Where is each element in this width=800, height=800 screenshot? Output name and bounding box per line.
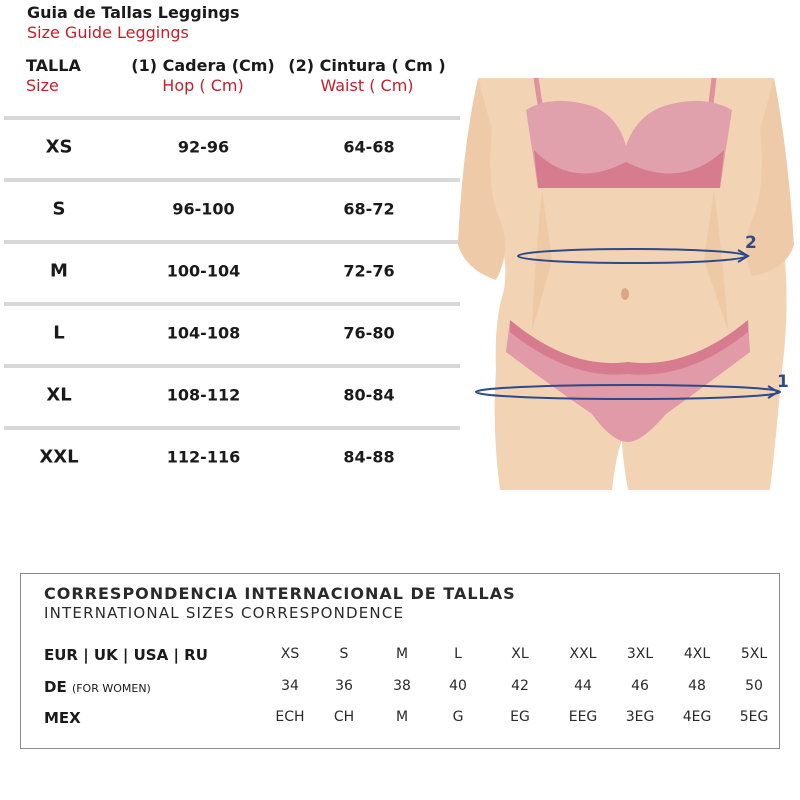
- intl-cell: 40: [449, 678, 467, 694]
- table-row: [4, 116, 460, 178]
- hip-column-header: [128, 56, 278, 96]
- waist-cell: 68-72: [343, 199, 395, 219]
- hip-header-es: (1) Cadera (Cm): [131, 56, 275, 75]
- intl-cell: 3EG: [625, 709, 655, 725]
- intl-label: [44, 646, 208, 664]
- waist-cell: 80-84: [343, 385, 395, 405]
- intl-row-mex: [21, 709, 779, 729]
- intl-cell: 4XL: [683, 646, 711, 662]
- intl-cell: 42: [511, 678, 529, 694]
- size-column-header: [26, 56, 81, 96]
- intl-cell: M: [395, 646, 409, 662]
- hip-cell: 108-112: [166, 385, 241, 405]
- intl-cell: EEG: [568, 709, 598, 725]
- waist-cell: 72-76: [343, 261, 395, 281]
- intl-cell: XXL: [569, 646, 597, 662]
- intl-row-de: [21, 678, 779, 698]
- size-cell: S: [52, 198, 66, 220]
- intl-label-text: DE: [44, 678, 67, 696]
- intl-cell: 38: [393, 678, 411, 694]
- size-cell: XXL: [39, 446, 79, 468]
- size-cell: L: [53, 322, 65, 344]
- table-row: [4, 178, 460, 240]
- intl-cell: M: [395, 709, 409, 725]
- intl-label: [44, 678, 151, 696]
- size-header-en: Size: [26, 76, 59, 95]
- hip-header-en: Hop ( Cm): [162, 76, 244, 95]
- intl-cell: 34: [281, 678, 299, 694]
- international-sizes-panel: [20, 573, 780, 749]
- table-row: [4, 302, 460, 364]
- row-divider: [4, 116, 460, 120]
- table-row: [4, 364, 460, 426]
- international-title: CORRESPONDENCIA INTERNACIONAL DE TALLAS: [44, 584, 516, 603]
- row-divider: [4, 178, 460, 182]
- waist-marker: 2: [745, 233, 757, 253]
- waist-cell: 84-88: [343, 447, 395, 467]
- hip-cell: 92-96: [177, 137, 230, 157]
- intl-cell: S: [339, 646, 349, 662]
- hip-cell: 112-116: [166, 447, 241, 467]
- intl-cell: L: [454, 646, 462, 662]
- intl-cell: XL: [511, 646, 529, 662]
- waist-column-header: [286, 56, 448, 96]
- waist-cell: 64-68: [343, 137, 395, 157]
- size-table: [4, 116, 460, 488]
- waist-header-en: Waist ( Cm): [320, 76, 414, 95]
- intl-cell: 44: [574, 678, 592, 694]
- intl-label-note: (FOR WOMEN): [71, 682, 151, 695]
- table-row: [4, 240, 460, 302]
- page-title: Guia de Tallas Leggings: [27, 3, 240, 22]
- intl-cell: 36: [335, 678, 353, 694]
- intl-cell: G: [452, 709, 464, 725]
- body-measurement-figure: [452, 70, 800, 495]
- intl-cell: 4EG: [682, 709, 712, 725]
- intl-cell: XS: [280, 646, 300, 662]
- row-divider: [4, 364, 460, 368]
- body-illustration: [452, 70, 800, 495]
- intl-cell: CH: [333, 709, 355, 725]
- size-cell: XL: [46, 384, 72, 406]
- intl-label-text: MEX: [44, 709, 81, 727]
- row-divider: [4, 302, 460, 306]
- intl-cell: 50: [745, 678, 763, 694]
- intl-cell: 48: [688, 678, 706, 694]
- intl-row-eur: [21, 646, 779, 666]
- intl-cell: EG: [510, 709, 530, 725]
- international-subtitle: INTERNATIONAL SIZES CORRESPONDENCE: [44, 604, 405, 622]
- intl-label-text: EUR | UK | USA | RU: [44, 646, 208, 664]
- page-subtitle: Size Guide Leggings: [27, 23, 189, 42]
- waist-cell: 76-80: [343, 323, 395, 343]
- table-row: [4, 426, 460, 488]
- intl-label: [44, 709, 81, 727]
- row-divider: [4, 240, 460, 244]
- size-header-es: TALLA: [26, 56, 81, 75]
- size-cell: XS: [45, 136, 73, 158]
- navel: [621, 288, 629, 300]
- hip-marker: 1: [777, 372, 789, 392]
- row-divider: [4, 426, 460, 430]
- intl-cell: 5XL: [740, 646, 768, 662]
- hip-cell: 104-108: [166, 323, 241, 343]
- waist-header-es: (2) Cintura ( Cm ): [288, 56, 446, 75]
- intl-cell: 46: [631, 678, 649, 694]
- hip-cell: 96-100: [172, 199, 235, 219]
- hip-cell: 100-104: [166, 261, 241, 281]
- intl-cell: 3XL: [626, 646, 654, 662]
- size-cell: M: [50, 260, 68, 282]
- intl-cell: 5EG: [739, 709, 769, 725]
- intl-cell: ECH: [275, 709, 305, 725]
